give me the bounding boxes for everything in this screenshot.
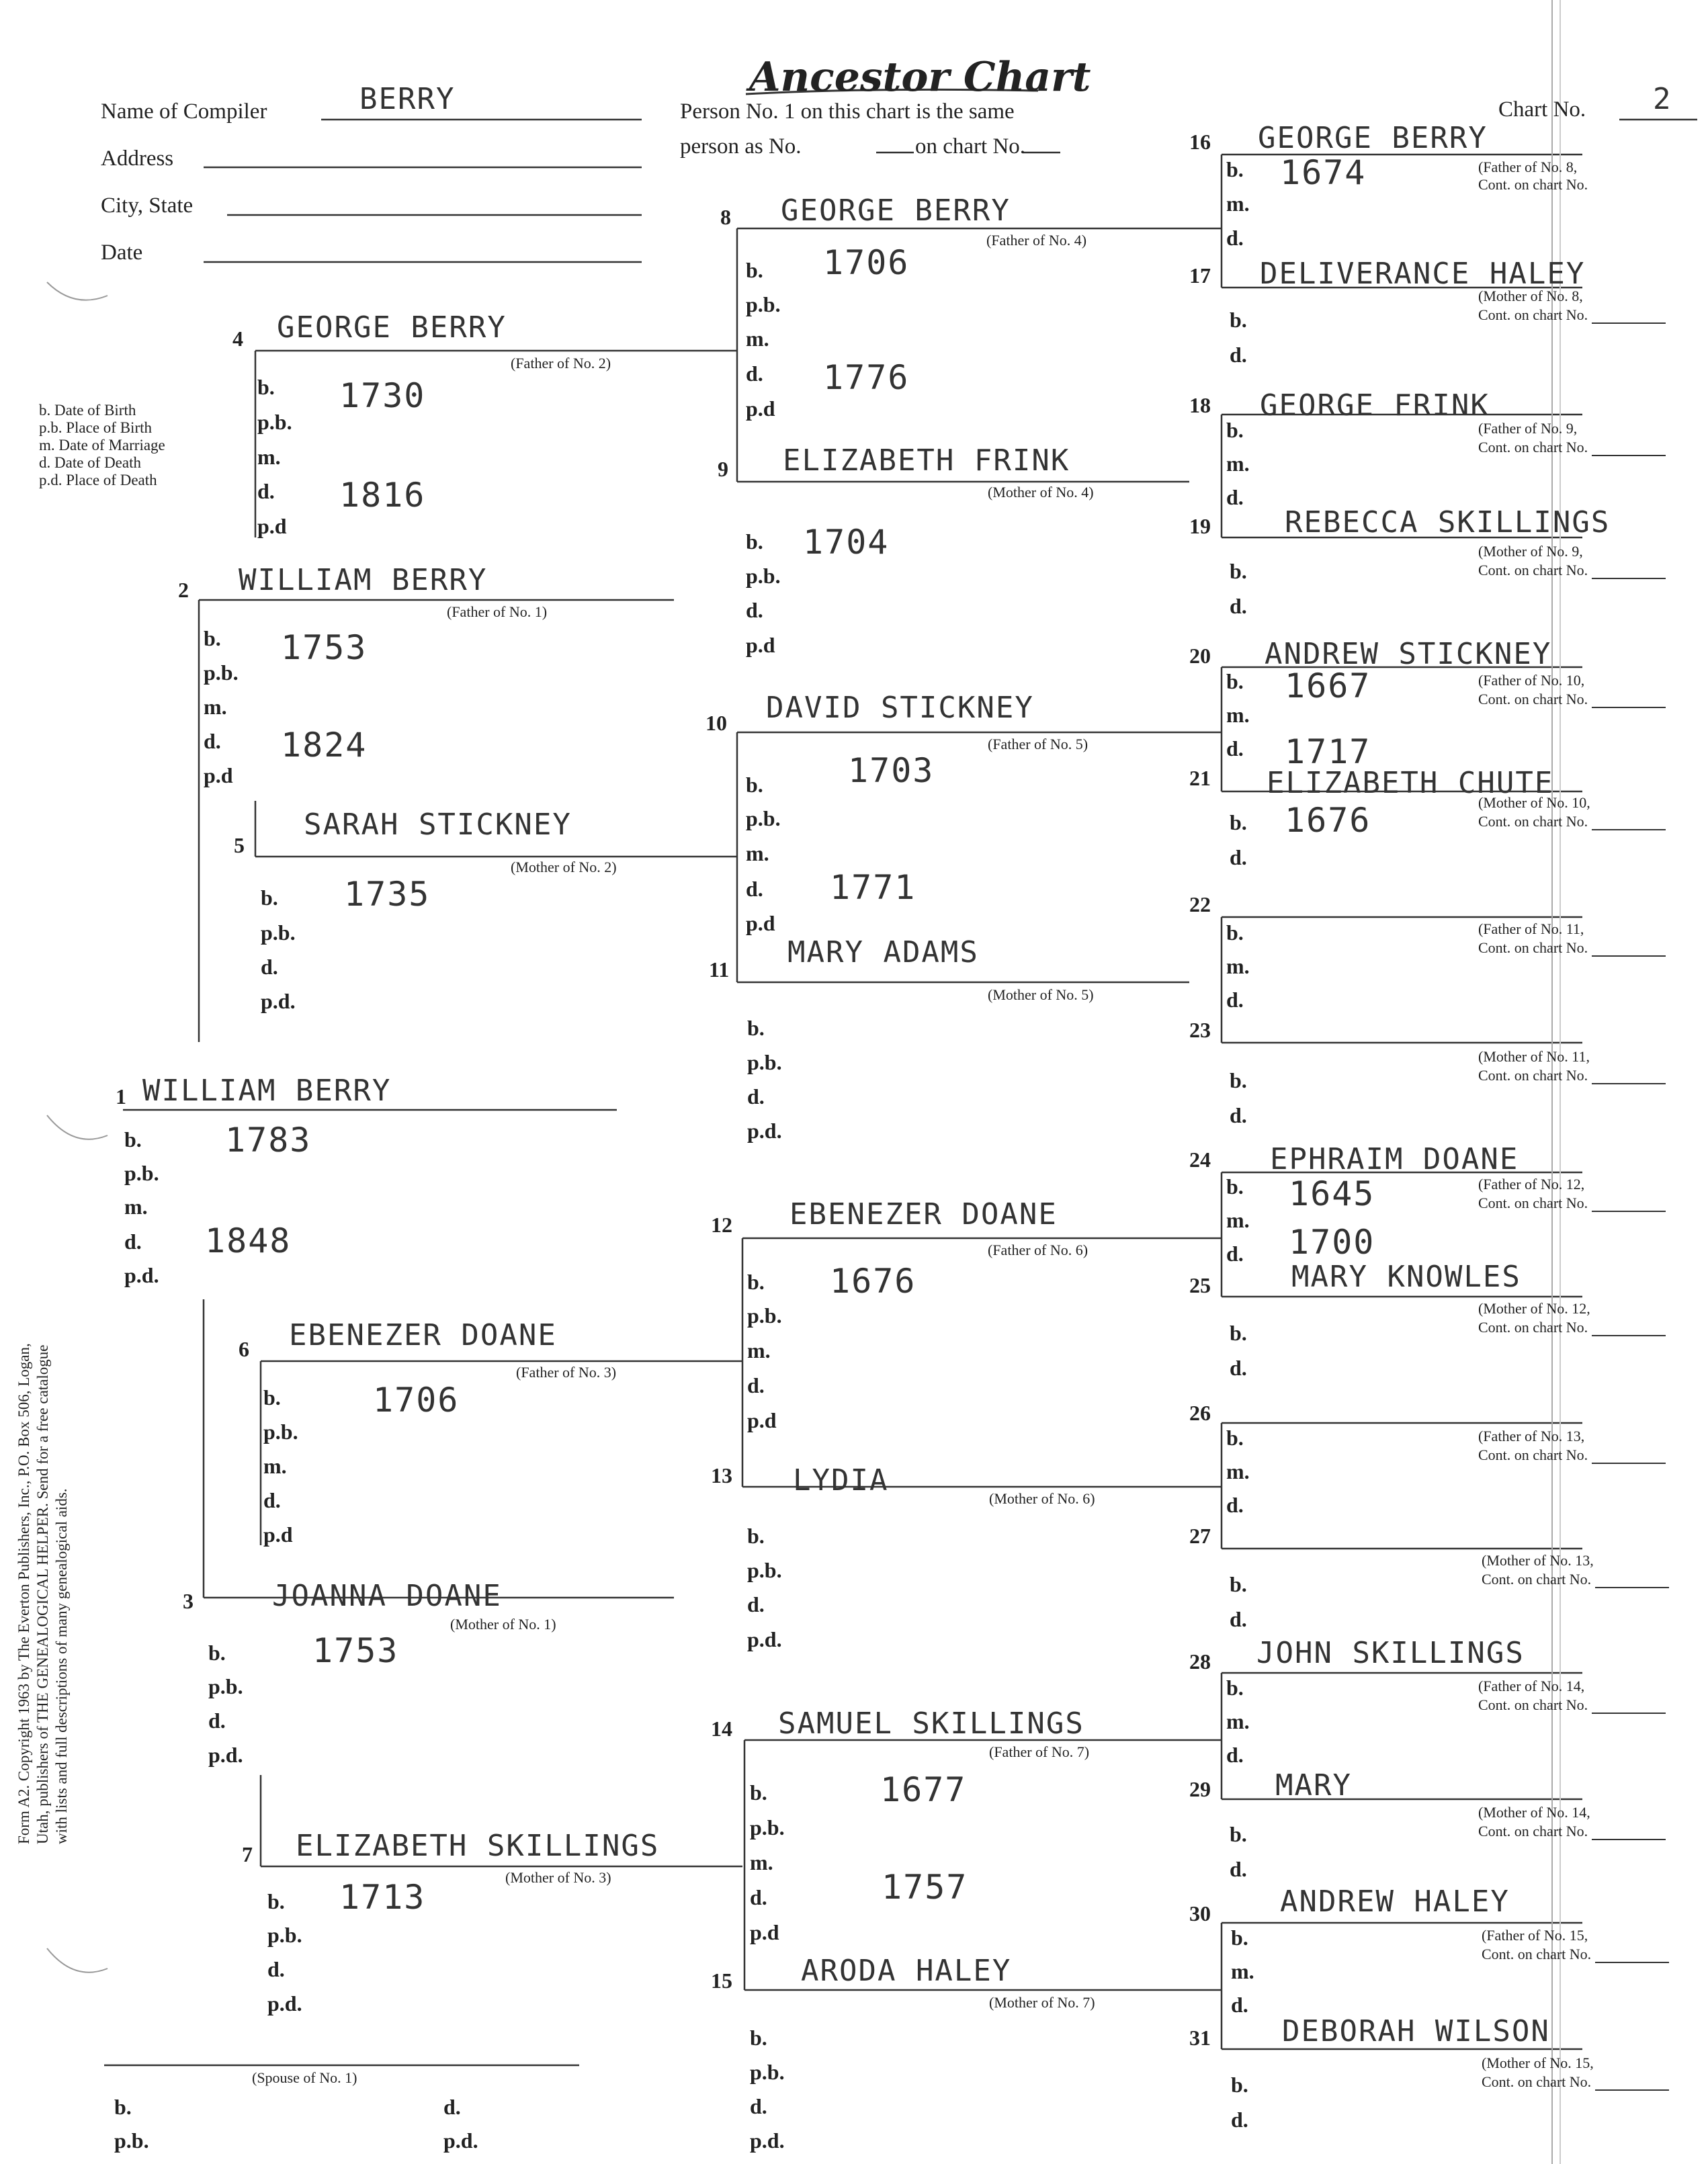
person-3-pb-label: p.b.	[208, 1674, 243, 1698]
person-12-b-label: b.	[747, 1270, 765, 1294]
person-13-pb-label: p.b.	[747, 1558, 782, 1582]
person-5-role: (Mother of No. 2)	[511, 859, 617, 875]
person-24-birth: 1645	[1289, 1174, 1375, 1213]
person-7-number: 7	[242, 1842, 253, 1866]
person-4-d-label: d.	[257, 479, 275, 503]
person-20-role: (Father of No. 10,	[1478, 672, 1585, 689]
person-22-d-label: d.	[1226, 988, 1244, 1012]
person-28-m-label: m.	[1226, 1709, 1250, 1733]
person-7-name: ELIZABETH SKILLINGS	[296, 1829, 660, 1863]
person-16-number: 16	[1189, 130, 1211, 154]
person-3-d-label: d.	[208, 1708, 226, 1733]
person-22-cont: Cont. on chart No.	[1478, 938, 1666, 957]
person-11-number: 11	[709, 957, 730, 982]
person-29-d-label: d.	[1230, 1857, 1247, 1881]
person-6-name: EBENEZER DOANE	[289, 1318, 557, 1352]
person-27-role: (Mother of No. 13,	[1482, 1552, 1594, 1569]
person-16-birth: 1674	[1280, 153, 1367, 192]
person-9-pd-label: p.d	[746, 633, 775, 657]
person-20-birth: 1667	[1285, 666, 1371, 705]
person-20-d-label: d.	[1226, 736, 1244, 761]
person-4-birth: 1730	[339, 376, 426, 415]
person-9-pb-label: p.b.	[746, 564, 781, 588]
person-10-birth: 1703	[848, 751, 935, 790]
person-5-b-label: b.	[261, 885, 278, 910]
person-16-m-label: m.	[1226, 191, 1250, 216]
person-14-birth: 1677	[880, 1770, 967, 1809]
person-28-name: JOHN SKILLINGS	[1256, 1636, 1525, 1670]
person-1-name: WILLIAM BERRY	[142, 1074, 392, 1108]
person-8-m-label: m.	[746, 327, 769, 351]
person-25-b-label: b.	[1230, 1321, 1247, 1345]
person-25-cont: Cont. on chart No.	[1478, 1317, 1666, 1336]
person-1-pb-label: p.b.	[124, 1161, 159, 1185]
person-24-b-label: b.	[1226, 1174, 1244, 1199]
person-27-d-label: d.	[1230, 1607, 1247, 1631]
legend-m: m. Date of Marriage	[39, 437, 165, 453]
person-21-name: ELIZABETH CHUTE	[1267, 766, 1554, 800]
person-21-cont: Cont. on chart No.	[1478, 812, 1666, 830]
person-2-number: 2	[178, 578, 189, 602]
person-12-pd-label: p.d	[747, 1408, 777, 1432]
person-8-death: 1776	[823, 358, 910, 397]
copyright-line3: with lists and full descriptions of many genealogical aids.	[53, 1488, 70, 1844]
compiler-label: Name of Compiler	[101, 99, 267, 124]
spouse-role: (Spouse of No. 1)	[252, 2069, 357, 2086]
legend-pb: p.b. Place of Birth	[39, 419, 152, 436]
person-14-role: (Father of No. 7)	[989, 1743, 1090, 1760]
person-20-death: 1717	[1285, 732, 1371, 771]
person-4-number: 4	[232, 327, 243, 351]
person-24-role: (Father of No. 12,	[1478, 1176, 1585, 1193]
person-24-death: 1700	[1289, 1223, 1375, 1262]
person-23-cont: Cont. on chart No.	[1478, 1066, 1666, 1084]
person-23-number: 23	[1189, 1018, 1211, 1042]
person-14-b-label: b.	[750, 1780, 767, 1805]
person-14-pb-label: p.b.	[750, 1815, 785, 1840]
person-1-d-label: d.	[124, 1229, 142, 1254]
person-8-role: (Father of No. 4)	[986, 232, 1087, 249]
person-12-name: EBENEZER DOANE	[789, 1197, 1058, 1231]
person-17-number: 17	[1189, 263, 1211, 288]
person-3-number: 3	[183, 1589, 194, 1613]
spouse-pd-label: p.d.	[443, 2128, 478, 2153]
person-18-role: (Father of No. 9,	[1478, 420, 1578, 437]
person-5-name: SARAH STICKNEY	[304, 808, 572, 842]
person-10-d-label: d.	[746, 877, 763, 901]
person-17-name: DELIVERANCE HALEY	[1260, 257, 1586, 291]
person-2-death: 1824	[281, 726, 368, 765]
person-22-m-label: m.	[1226, 954, 1250, 978]
person-15-number: 15	[711, 1968, 732, 1993]
person-10-number: 10	[706, 711, 727, 735]
person-8-birth: 1706	[823, 243, 910, 282]
person-6-birth: 1706	[373, 1381, 460, 1420]
person-5-birth: 1735	[344, 875, 431, 914]
person-note-line2a: person as No.	[680, 134, 802, 159]
person-15-name: ARODA HALEY	[801, 1954, 1012, 1988]
person-25-d-label: d.	[1230, 1356, 1247, 1380]
person-9-birth: 1704	[803, 523, 890, 562]
person-11-pd-label: p.d.	[747, 1119, 782, 1143]
person-12-m-label: m.	[747, 1338, 771, 1362]
person-3-name: JOANNA DOANE	[272, 1579, 502, 1613]
person-26-m-label: m.	[1226, 1459, 1250, 1483]
person-29-name: MARY	[1275, 1768, 1352, 1803]
person-9-number: 9	[718, 457, 728, 481]
person-12-number: 12	[711, 1213, 732, 1237]
person-10-pb-label: p.b.	[746, 806, 781, 830]
person-19-b-label: b.	[1230, 559, 1247, 583]
city-state-label: City, State	[101, 193, 194, 218]
person-20-number: 20	[1189, 644, 1211, 668]
person-4-pb-label: p.b.	[257, 410, 292, 434]
person-15-d-label: d.	[750, 2094, 767, 2118]
person-2-role: (Father of No. 1)	[447, 603, 548, 620]
person-14-pd-label: p.d	[750, 1920, 779, 1944]
person-18-name: GEORGE FRINK	[1260, 388, 1490, 423]
person-19-d-label: d.	[1230, 594, 1247, 618]
person-20-name: ANDREW STICKNEY	[1265, 637, 1552, 671]
person-13-pd-label: p.d.	[747, 1627, 782, 1651]
person-10-m-label: m.	[746, 841, 769, 865]
person-6-d-label: d.	[263, 1488, 281, 1512]
person-21-b-label: b.	[1230, 810, 1247, 834]
person-18-m-label: m.	[1226, 451, 1250, 476]
person-26-b-label: b.	[1226, 1426, 1244, 1450]
person-24-number: 24	[1189, 1148, 1211, 1172]
person-1-number: 1	[116, 1084, 126, 1109]
person-1-pd-label: p.d.	[124, 1263, 159, 1287]
person-24-d-label: d.	[1226, 1242, 1244, 1266]
person-18-d-label: d.	[1226, 485, 1244, 509]
person-4-m-label: m.	[257, 445, 281, 469]
person-5-d-label: d.	[261, 955, 278, 979]
person-26-number: 26	[1189, 1401, 1211, 1425]
person-8-d-label: d.	[746, 361, 763, 386]
person-8-b-label: b.	[746, 258, 763, 282]
person-1-death: 1848	[205, 1221, 292, 1260]
person-14-m-label: m.	[750, 1850, 773, 1874]
person-8-number: 8	[720, 205, 731, 229]
person-19-name: REBECCA SKILLINGS	[1285, 505, 1611, 539]
person-14-name: SAMUEL SKILLINGS	[778, 1706, 1084, 1741]
person-14-d-label: d.	[750, 1885, 767, 1909]
legend-pd: p.d. Place of Death	[39, 472, 157, 488]
person-30-cont: Cont. on chart No.	[1482, 1944, 1669, 1963]
chart-no-label: Chart No.	[1498, 97, 1586, 122]
person-19-role: (Mother of No. 9,	[1478, 543, 1583, 560]
person-2-name: WILLIAM BERRY	[239, 563, 488, 597]
person-11-pb-label: p.b.	[747, 1050, 782, 1074]
person-5-pb-label: p.b.	[261, 920, 296, 945]
person-4-death: 1816	[339, 476, 426, 515]
person-8-pd-label: p.d	[746, 396, 775, 421]
person-6-number: 6	[239, 1337, 249, 1361]
person-28-cont: Cont. on chart No.	[1478, 1695, 1666, 1714]
person-31-number: 31	[1189, 2026, 1211, 2050]
person-12-d-label: d.	[747, 1373, 765, 1397]
legend-b: b. Date of Birth	[39, 402, 136, 419]
person-7-pb-label: p.b.	[267, 1923, 302, 1947]
date-label: Date	[101, 241, 143, 265]
person-1-b-label: b.	[124, 1127, 142, 1152]
person-25-number: 25	[1189, 1273, 1211, 1297]
person-10-death: 1771	[830, 868, 916, 907]
person-11-name: MARY ADAMS	[787, 935, 979, 969]
person-26-role: (Father of No. 13,	[1478, 1428, 1585, 1444]
compiler-value: BERRY	[359, 82, 456, 116]
person-5-number: 5	[234, 833, 245, 857]
person-18-cont: Cont. on chart No.	[1478, 437, 1666, 456]
person-13-number: 13	[711, 1463, 732, 1487]
person-2-pd-label: p.d	[204, 763, 233, 787]
person-28-b-label: b.	[1226, 1676, 1244, 1700]
person-13-name: LYDIA	[793, 1463, 889, 1498]
spouse-d-label: d.	[443, 2095, 461, 2119]
person-4-name: GEORGE BERRY	[277, 310, 507, 345]
person-14-number: 14	[711, 1717, 732, 1741]
person-22-number: 22	[1189, 892, 1211, 916]
person-30-m-label: m.	[1231, 1959, 1254, 1983]
person-15-role: (Mother of No. 7)	[989, 1994, 1095, 2011]
person-3-b-label: b.	[208, 1641, 226, 1665]
chart-no-value: 2	[1653, 82, 1672, 116]
person-31-name: DEBORAH WILSON	[1282, 2014, 1550, 2048]
person-20-cont: Cont. on chart No.	[1478, 689, 1666, 708]
person-6-b-label: b.	[263, 1385, 281, 1410]
person-6-pd-label: p.d	[263, 1522, 293, 1547]
person-26-d-label: d.	[1226, 1493, 1244, 1517]
person-7-pd-label: p.d.	[267, 1991, 302, 2016]
person-29-number: 29	[1189, 1777, 1211, 1801]
person-17-b-label: b.	[1230, 308, 1247, 332]
person-8-name: GEORGE BERRY	[781, 193, 1011, 228]
person-23-role: (Mother of No. 11,	[1478, 1048, 1590, 1065]
person-7-d-label: d.	[267, 1957, 285, 1981]
person-20-m-label: m.	[1226, 703, 1250, 727]
person-24-name: EPHRAIM DOANE	[1270, 1142, 1519, 1176]
person-31-d-label: d.	[1231, 2108, 1248, 2132]
person-2-b-label: b.	[204, 626, 221, 650]
person-22-b-label: b.	[1226, 920, 1244, 945]
person-3-role: (Mother of No. 1)	[450, 1616, 556, 1633]
person-19-number: 19	[1189, 514, 1211, 538]
person-24-m-label: m.	[1226, 1208, 1250, 1232]
person-29-b-label: b.	[1230, 1822, 1247, 1846]
person-14-death: 1757	[882, 1868, 968, 1907]
person-21-role: (Mother of No. 10,	[1478, 794, 1590, 811]
person-13-role: (Mother of No. 6)	[989, 1490, 1095, 1507]
person-20-b-label: b.	[1226, 669, 1244, 693]
person-1-m-label: m.	[124, 1195, 148, 1219]
person-13-b-label: b.	[747, 1524, 765, 1548]
person-27-number: 27	[1189, 1524, 1211, 1548]
person-11-role: (Mother of No. 5)	[988, 986, 1094, 1003]
person-25-role: (Mother of No. 12,	[1478, 1300, 1590, 1317]
person-4-role: (Father of No. 2)	[511, 355, 611, 372]
person-21-number: 21	[1189, 766, 1211, 790]
person-10-name: DAVID STICKNEY	[766, 691, 1034, 725]
copyright-line1: Form A2. Copyright 1963 by The Everton Publishers, Inc., P.O. Box 506, Logan,	[15, 1343, 32, 1844]
person-31-role: (Mother of No. 15,	[1482, 2054, 1594, 2071]
person-18-number: 18	[1189, 393, 1211, 417]
person-7-role: (Mother of No. 3)	[505, 1869, 611, 1886]
person-note-line2b: on chart No.	[915, 134, 1026, 159]
person-21-d-label: d.	[1230, 845, 1247, 869]
person-10-pd-label: p.d	[746, 911, 775, 935]
person-13-d-label: d.	[747, 1592, 765, 1616]
person-23-b-label: b.	[1230, 1068, 1247, 1092]
person-19-cont: Cont. on chart No.	[1478, 560, 1666, 579]
person-12-birth: 1676	[830, 1262, 916, 1301]
person-15-pd-label: p.d.	[750, 2128, 785, 2153]
person-2-birth: 1753	[281, 628, 368, 667]
person-27-cont: Cont. on chart No.	[1482, 1569, 1669, 1588]
person-29-cont: Cont. on chart No.	[1478, 1821, 1666, 1840]
person-29-role: (Mother of No. 14,	[1478, 1804, 1590, 1821]
person-12-role: (Father of No. 6)	[988, 1242, 1088, 1258]
person-9-name: ELIZABETH FRINK	[783, 443, 1070, 478]
person-27-b-label: b.	[1230, 1572, 1247, 1596]
person-17-d-label: d.	[1230, 343, 1247, 367]
person-16-b-label: b.	[1226, 157, 1244, 181]
person-28-number: 28	[1189, 1649, 1211, 1674]
person-8-pb-label: p.b.	[746, 292, 781, 316]
person-6-pb-label: p.b.	[263, 1420, 298, 1444]
person-31-cont: Cont. on chart No.	[1482, 2072, 1669, 2091]
person-30-number: 30	[1189, 1901, 1211, 1925]
person-22-role: (Father of No. 11,	[1478, 920, 1584, 937]
person-17-role: (Mother of No. 8,	[1478, 288, 1583, 304]
person-10-role: (Father of No. 5)	[988, 736, 1088, 752]
person-9-b-label: b.	[746, 529, 763, 554]
spouse-pb-label: p.b.	[114, 2128, 149, 2153]
spouse-b-label: b.	[114, 2095, 132, 2119]
person-2-m-label: m.	[204, 695, 227, 719]
person-28-role: (Father of No. 14,	[1478, 1678, 1585, 1694]
person-9-d-label: d.	[746, 598, 763, 622]
person-18-b-label: b.	[1226, 418, 1244, 442]
person-10-b-label: b.	[746, 773, 763, 797]
person-28-d-label: d.	[1226, 1743, 1244, 1767]
person-30-role: (Father of No. 15,	[1482, 1927, 1588, 1944]
person-note-line1: Person No. 1 on this chart is the same	[680, 99, 1015, 124]
person-11-d-label: d.	[747, 1084, 765, 1109]
person-30-b-label: b.	[1231, 1925, 1248, 1950]
person-30-d-label: d.	[1231, 1993, 1248, 2017]
person-30-name: ANDREW HALEY	[1280, 1885, 1510, 1919]
copyright-line2: Utah, publishers of THE GENEALOGICAL HELPER. Send for a free catalogue	[34, 1344, 51, 1844]
address-label: Address	[101, 146, 174, 171]
person-11-b-label: b.	[747, 1016, 765, 1040]
person-7-birth: 1713	[339, 1878, 426, 1917]
person-6-m-label: m.	[263, 1454, 287, 1478]
person-2-d-label: d.	[204, 729, 221, 753]
chart-title: Ancestor Chart	[749, 54, 1091, 101]
person-23-d-label: d.	[1230, 1103, 1247, 1127]
legend-d: d. Date of Death	[39, 454, 141, 471]
person-4-pd-label: p.d	[257, 514, 287, 538]
person-3-pd-label: p.d.	[208, 1743, 243, 1767]
person-2-pb-label: p.b.	[204, 660, 239, 685]
person-16-d-label: d.	[1226, 226, 1244, 250]
copyright-notice	[15, 1343, 71, 1844]
person-12-pb-label: p.b.	[747, 1303, 782, 1328]
person-31-b-label: b.	[1231, 2073, 1248, 2097]
person-4-b-label: b.	[257, 375, 275, 399]
person-16-name: GEORGE BERRY	[1258, 121, 1488, 155]
person-26-cont: Cont. on chart No.	[1478, 1445, 1666, 1464]
person-16-role: (Father of No. 8,	[1478, 159, 1578, 175]
person-3-birth: 1753	[312, 1631, 399, 1670]
person-21-birth: 1676	[1285, 801, 1371, 840]
person-17-cont: Cont. on chart No.	[1478, 305, 1666, 324]
person-5-pd-label: p.d.	[261, 989, 296, 1013]
person-15-pb-label: p.b.	[750, 2060, 785, 2084]
person-25-name: MARY KNOWLES	[1291, 1260, 1521, 1294]
person-6-role: (Father of No. 3)	[516, 1364, 617, 1381]
person-9-role: (Mother of No. 4)	[988, 484, 1094, 501]
person-16-cont: Cont. on chart No.	[1478, 176, 1588, 193]
person-15-b-label: b.	[750, 2026, 767, 2050]
person-24-cont: Cont. on chart No.	[1478, 1193, 1666, 1212]
person-7-b-label: b.	[267, 1889, 285, 1913]
person-1-birth: 1783	[225, 1121, 312, 1160]
